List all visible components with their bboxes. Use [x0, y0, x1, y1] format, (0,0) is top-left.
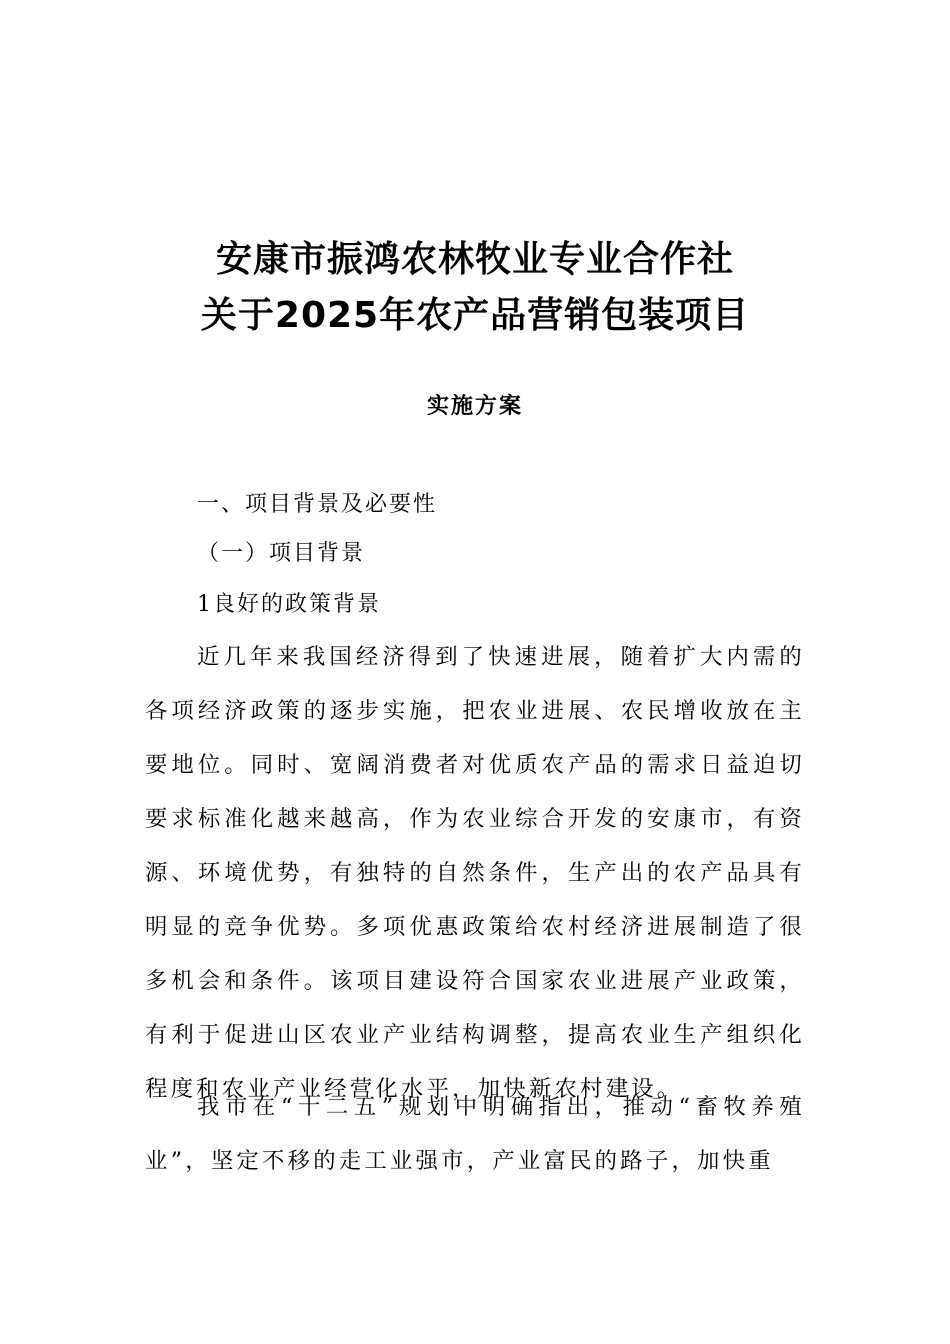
body-paragraph-2: 我市在“十二五”规划中明确指出，推动“畜牧养殖业”，坚定不移的走工业强市，产业富民的路子，加快重	[145, 1094, 805, 1174]
title-line-1: 安康市振鸿农林牧业专业合作社	[215, 239, 734, 280]
item-heading-1: 1良好的政策背景	[197, 592, 381, 617]
title-line-2: 关于2025年农产品营销包装项目	[200, 295, 750, 336]
subsection-heading-1-1: （一）项目背景	[197, 541, 366, 566]
section-heading-1: 一、项目背景及必要性	[197, 492, 438, 517]
body-paragraph-1: 近几年来我国经济得到了快速进展，随着扩大内需的各项经济政策的逐步实施，把农业进展、农民增收放在主要地位。同时、宽阔消费者对优质农产品的需求日益迫切要求标准化越来越高，作为农业综合开发的安康市，有资源、环境优势，有独特的自然条件，生产出的农产品具有明显的竞争优势。多项优惠政策给农村经济进展制造了很多机会和条件。该项目建设符合国家农业进展产业政策，有利于促进山区农业产业结构调整，提高农业生产组织化程度和农业产业经营化水平，加快新农村建设。	[145, 644, 805, 1102]
document-subtitle: 实施方案	[426, 394, 523, 419]
document-title	[0, 232, 950, 344]
